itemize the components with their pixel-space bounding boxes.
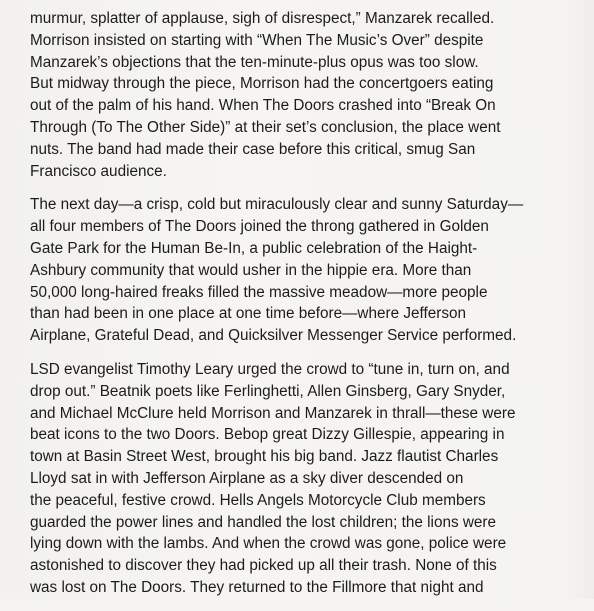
text-line: The next day—a crisp, cold but miraculously clear and sunny Saturday— <box>30 196 524 214</box>
text-line: lying down with the lambs. And when the crowd was gone, police were <box>30 535 507 553</box>
text-line: Gate Park for the Human Be-In, a public celebration of the Haight- <box>30 239 478 257</box>
text-line: was lost on The Doors. They returned to the Fillmore that night and <box>30 578 484 596</box>
text-line: drop out.” Beatnik poets like Ferlinghetti, Allen Ginsberg, Gary Snyder, <box>30 382 506 400</box>
paragraph-3 <box>30 359 566 599</box>
text-line: Francisco audience. <box>30 162 167 180</box>
text-line: 50,000 long-haired freaks filled the massive meadow—more people <box>30 283 488 301</box>
text-line: But midway through the piece, Morrison had the concertgoers eating <box>30 75 494 93</box>
text-line: Ashbury community that would usher in the hippie era. More than <box>30 261 472 279</box>
text-line: LSD evangelist Timothy Leary urged the crowd to “tune in, turn on, and <box>30 360 510 378</box>
text-line: Lloyd sat in with Jefferson Airplane as a sky diver descended on <box>30 469 464 487</box>
text-line: Through (To The Other Side)” at their set’s conclusion, the place went <box>30 118 501 136</box>
text-line: beat icons to the two Doors. Bebop great Dizzy Gillespie, appearing in <box>30 426 505 444</box>
text-line: Manzarek’s objections that the ten-minute-plus opus was too slow. <box>30 53 479 71</box>
text-line: town at Basin Street West, brought his big band. Jazz flautist Charles <box>30 448 499 466</box>
text-line: than had been in one place at one time before—where Jefferson <box>30 305 466 323</box>
text-line: and Michael McClure held Morrison and Manzarek in thrall—these were <box>30 404 516 422</box>
text-line: all four members of The Doors joined the throng gathered in Golden <box>30 218 489 236</box>
paragraph-1 <box>30 8 566 182</box>
text-line: nuts. The band had made their case before this critical, smug San <box>30 140 476 158</box>
text-line: Morrison insisted on starting with “When The Music’s Over” despite <box>30 31 484 49</box>
text-line: out of the palm of his hand. When The Doors crashed into “Break On <box>30 97 496 115</box>
text-line: Airplane, Grateful Dead, and Quicksilver Messenger Service performed. <box>30 327 517 345</box>
text-line: guarded the power lines and handled the lost children; the lions were <box>30 513 497 531</box>
page-edge-shadow <box>568 0 594 599</box>
text-line: murmur, splatter of applause, sigh of disrespect,” Manzarek recalled. <box>30 10 495 27</box>
text-line: astonished to discover they had picked up all their trash. None of this <box>30 557 497 575</box>
body-text <box>30 8 566 611</box>
paragraph-2 <box>30 194 566 347</box>
text-line: the peaceful, festive crowd. Hells Angels Motorcycle Club members <box>30 491 486 509</box>
